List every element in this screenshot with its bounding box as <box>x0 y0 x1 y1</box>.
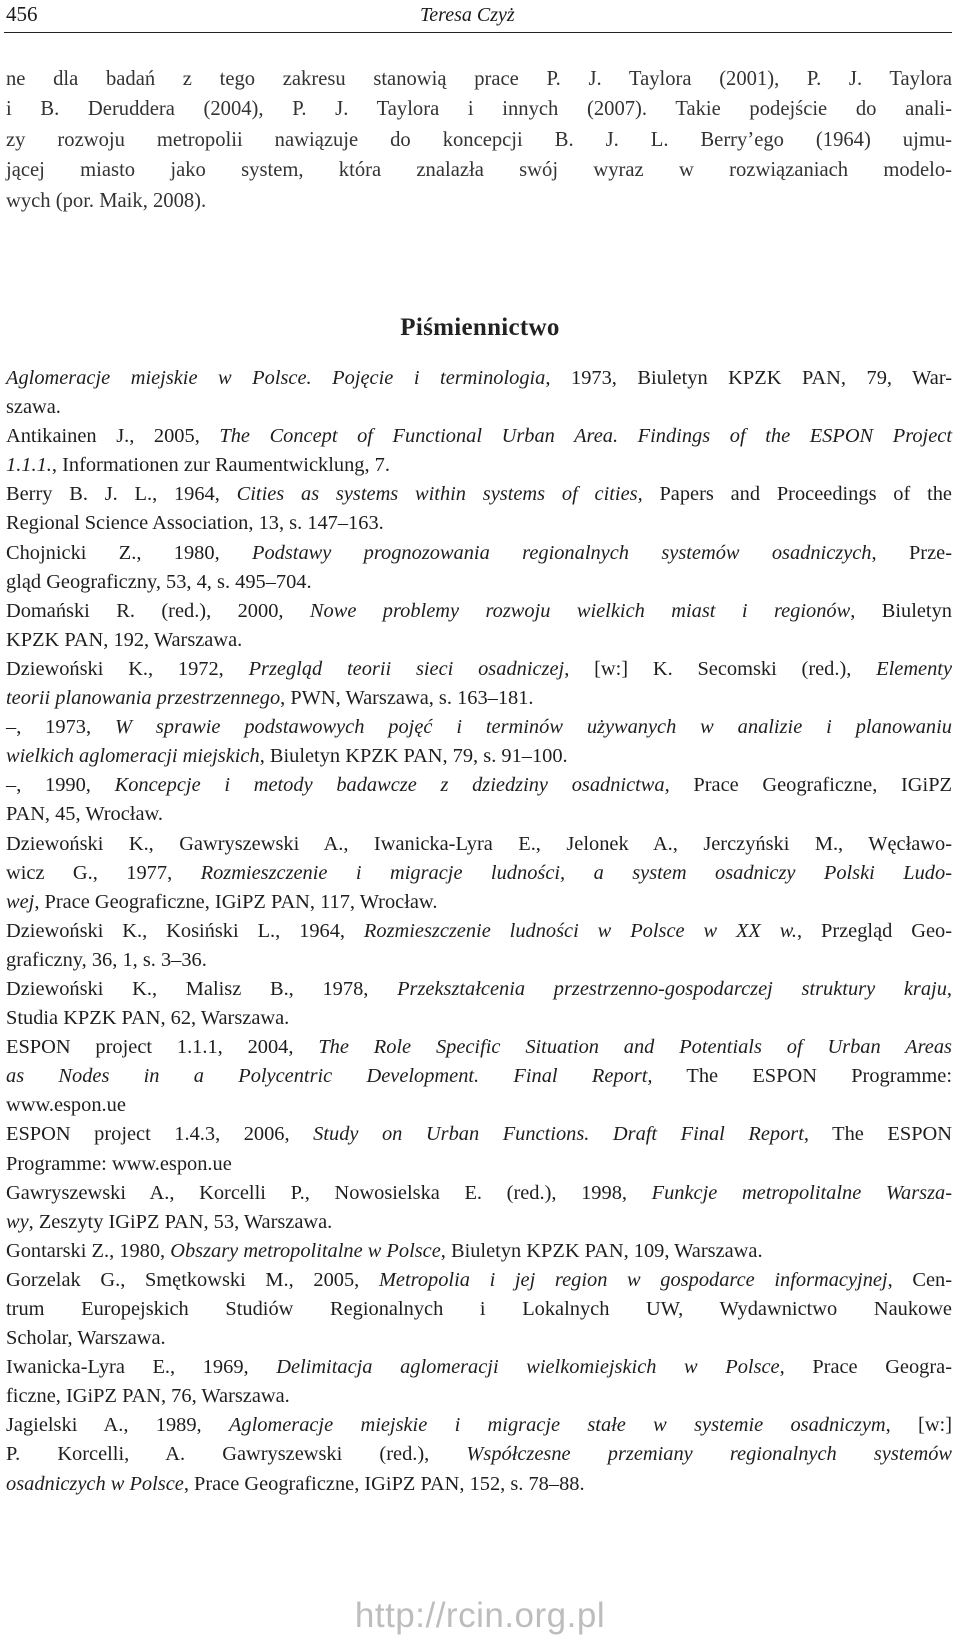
reference-text: Scholar, Warszawa. <box>6 1327 166 1350</box>
section-title: Piśmiennictwo <box>400 314 560 341</box>
reference-entry <box>6 713 952 771</box>
intro-line: jącej miasto jako system, która znalazła swój wyraz w rozwiązaniach modelo- <box>6 159 952 182</box>
reference-text: , Prace Geogra- <box>779 1356 953 1379</box>
reference-text: Iwanicka-Lyra E., 1969, <box>6 1356 277 1379</box>
reference-text: , <box>946 977 953 1000</box>
reference-title-text: wej <box>6 890 35 913</box>
reference-line <box>6 568 952 597</box>
reference-entry <box>6 539 952 597</box>
reference-line <box>6 1353 953 1382</box>
intro-line: ne dla badań z tego zakresu stanowią prace P. J. Taylora (2001), P. J. Taylora <box>6 68 952 90</box>
watermark: http://rcin.org.pl <box>354 1596 606 1635</box>
reference-title-text: Podstawy prognozowania regionalnych systemów osadniczych <box>252 541 872 564</box>
reference-text: www.espon.ue <box>6 1094 126 1117</box>
reference-text: KPZK PAN, 192, Warszawa. <box>6 628 243 651</box>
reference-title-text: teorii planowania przestrzennego <box>6 687 281 710</box>
reference-text: , Cen- <box>887 1268 952 1291</box>
reference-title-text: Delimitacja aglomeracji wielkomiejskich w Polsce <box>276 1356 780 1379</box>
reference-line <box>6 1440 952 1469</box>
reference-text: ESPON project 1.1.1, 2004, <box>6 1036 319 1059</box>
reference-entry <box>6 1033 952 1120</box>
reference-entry <box>6 1353 952 1411</box>
reference-line <box>6 1295 952 1324</box>
reference-text: The ESPON Programme: <box>652 1065 952 1088</box>
reference-line <box>6 539 952 568</box>
running-author: Teresa Czyż <box>420 4 515 26</box>
reference-line <box>6 364 952 393</box>
reference-title-text: Przegląd teorii sieci osadniczej <box>248 657 565 680</box>
reference-entry <box>6 917 952 975</box>
reference-title-text: Obszary metropolitalne w Polsce <box>170 1239 441 1262</box>
reference-text: Dziewoński K., Kosiński L., 1964, <box>6 919 364 942</box>
reference-line <box>6 1411 953 1440</box>
reference-text: wicz G., 1977, <box>6 861 201 884</box>
reference-line <box>6 771 952 800</box>
reference-line <box>6 1091 952 1120</box>
reference-title-text: 1.1.1. <box>6 454 52 477</box>
reference-line <box>6 1237 952 1266</box>
reference-entry <box>6 975 952 1033</box>
reference-entry <box>6 1179 952 1237</box>
intro-line: wych (por. Maik, 2008). <box>6 189 207 212</box>
reference-text: Regional Science Association, 13, s. 147–163. <box>6 512 384 535</box>
reference-line <box>6 655 953 684</box>
reference-text: szawa. <box>6 396 61 419</box>
reference-title-text: Rozmieszczenie i migracje ludności, a system osadniczy Polski Ludo- <box>200 861 952 884</box>
reference-text: Gontarski Z., 1980, <box>6 1239 171 1262</box>
reference-title-text: The Role Specific Situation and Potentials of Urban Areas <box>318 1036 952 1059</box>
reference-list <box>6 364 952 1499</box>
reference-line <box>6 1033 952 1062</box>
reference-line <box>6 859 952 888</box>
reference-title-text: Aglomeracje miejskie i migracje stałe w systemie osadniczym <box>228 1414 886 1437</box>
reference-title-text: Rozmieszczenie ludności w Polsce w XX w. <box>363 919 797 942</box>
reference-text: –, 1990, <box>6 774 115 797</box>
reference-title-text: osadniczych w Polsce <box>6 1472 184 1495</box>
reference-line <box>6 451 952 480</box>
reference-line <box>6 1004 952 1033</box>
reference-line <box>6 1470 952 1499</box>
reference-line <box>6 684 952 713</box>
reference-line <box>6 597 952 626</box>
reference-entry <box>6 597 952 655</box>
reference-entry <box>6 1120 952 1178</box>
reference-text: , [w:] K. Secomski (red.), <box>564 657 877 680</box>
reference-text: , Przegląd Geo- <box>796 919 952 942</box>
reference-text: Gorzelak G., Smętkowski M., 2005, <box>6 1268 379 1291</box>
reference-text: Domański R. (red.), 2000, <box>6 599 310 622</box>
reference-text: , The ESPON <box>803 1123 952 1146</box>
reference-line <box>6 830 952 859</box>
reference-line <box>6 917 952 946</box>
reference-text: Papers and Proceedings of the <box>642 483 952 506</box>
reference-text: Programme: www.espon.ue <box>6 1152 232 1175</box>
reference-line <box>6 1179 952 1208</box>
reference-text: –, 1973, <box>6 716 115 739</box>
reference-text: Jagielski A., 1989, <box>6 1414 229 1437</box>
reference-entry <box>6 771 952 829</box>
reference-title-text: wielkich aglomeracji miejskich <box>6 745 260 768</box>
reference-text: Berry B. J. L., 1964, <box>6 483 237 506</box>
reference-text: Gawryszewski A., Korcelli P., Nowosielska E. (red.), 1998, <box>6 1181 652 1204</box>
reference-line <box>6 1382 952 1411</box>
reference-line <box>6 509 952 538</box>
reference-title-text: Funkcje metropolitalne Warsza- <box>651 1181 952 1204</box>
reference-line <box>6 713 952 742</box>
reference-line <box>6 393 952 422</box>
reference-text: , Biuletyn <box>850 599 952 622</box>
intro-paragraph <box>6 64 952 216</box>
reference-title-text: wy <box>6 1210 29 1233</box>
reference-line <box>6 888 952 917</box>
reference-line <box>6 800 952 829</box>
reference-text: Dziewoński K., Gawryszewski A., Iwanicka-Lyra E., Jelonek A., Jerczyński M., Węcławo- <box>6 832 952 855</box>
reference-title-text: Przekształcenia przestrzenno-gospodarczej struktury kraju <box>397 977 947 1000</box>
reference-text: , Prace Geograficzne, IGiPZ <box>664 774 952 797</box>
reference-text: Dziewoński K., 1972, <box>6 657 249 680</box>
reference-text: P. Korcelli, A. Gawryszewski (red.), <box>6 1443 467 1466</box>
reference-line <box>6 1324 952 1353</box>
reference-text: , Zeszyty IGiPZ PAN, 53, Warszawa. <box>28 1210 333 1233</box>
reference-text: Chojnicki Z., 1980, <box>6 541 253 564</box>
reference-line <box>6 480 952 509</box>
reference-text: ESPON project 1.4.3, 2006, <box>6 1123 314 1146</box>
reference-line <box>6 1266 952 1295</box>
reference-line <box>6 1120 952 1149</box>
reference-text: graficzny, 36, 1, s. 3–36. <box>6 948 207 971</box>
reference-text: PAN, 45, Wrocław. <box>6 803 164 826</box>
reference-title-text: The Concept of Functional Urban Area. Findings of the ESPON Project <box>219 425 952 448</box>
reference-entry <box>6 1237 952 1266</box>
reference-title-text: Współczesne przemiany regionalnych systemów <box>466 1443 952 1466</box>
reference-line <box>6 946 952 975</box>
reference-text: trum Europejskich Studiów Regionalnych i Lokalnych UW, Wydawnictwo Naukowe <box>6 1298 952 1320</box>
reference-line <box>6 975 953 1004</box>
reference-title-text: Study on Urban Functions. Draft Final Report <box>313 1123 804 1146</box>
page-number: 456 <box>6 2 38 26</box>
reference-text: , Prze- <box>871 541 952 564</box>
reference-text: , Prace Geograficzne, IGiPZ PAN, 117, Wrocław. <box>34 890 438 913</box>
intro-line: zy rozwoju metropolii nawiązuje do koncepcji B. J. L. Berry’ego (1964) ujmu- <box>6 128 952 151</box>
reference-title-text: Koncepcje i metody badawcze z dziedziny osadnictwa <box>114 774 665 797</box>
reference-line <box>6 1208 952 1237</box>
reference-text: , Prace Geograficzne, IGiPZ PAN, 152, s. 78–88. <box>183 1472 585 1495</box>
running-header <box>4 0 952 33</box>
reference-text: , Informationen zur Raumentwicklung, 7. <box>51 454 390 477</box>
reference-entry <box>6 364 952 422</box>
reference-text: gląd Geograficzny, 53, 4, s. 495–704. <box>6 570 312 593</box>
reference-text: Dziewoński K., Malisz B., 1978, <box>6 977 398 1000</box>
reference-title-text: Elementy <box>876 657 953 680</box>
reference-title-text: as Nodes in a Polycentric Development. Final Report, <box>6 1065 653 1088</box>
reference-title-text: W sprawie podstawowych pojęć i terminów używanych w analizie i planowaniu <box>114 716 952 739</box>
reference-entry <box>6 830 952 917</box>
reference-text: , 1973, Biuletyn KPZK PAN, 79, War- <box>545 367 952 389</box>
reference-line <box>6 1150 952 1179</box>
reference-title-text: Aglomeracje miejskie w Polsce. Pojęcie i terminologia <box>6 367 546 389</box>
reference-title-text: Cities as systems within systems of cities, <box>236 483 643 506</box>
reference-entry <box>6 655 952 713</box>
reference-entry <box>6 1266 952 1353</box>
reference-line <box>6 422 952 451</box>
reference-entry <box>6 480 952 538</box>
reference-entry <box>6 1411 952 1498</box>
reference-title-text: Metropolia i jej region w gospodarce informacyjnej <box>378 1268 888 1291</box>
reference-text: ficzne, IGiPZ PAN, 76, Warszawa. <box>6 1385 290 1408</box>
reference-text: Studia KPZK PAN, 62, Warszawa. <box>6 1007 290 1030</box>
reference-entry <box>6 422 952 480</box>
reference-line <box>6 626 952 655</box>
reference-line <box>6 742 952 771</box>
reference-text: , Biuletyn KPZK PAN, 109, Warszawa. <box>440 1239 763 1262</box>
intro-line: i B. Deruddera (2004), P. J. Taylora i innych (2007). Takie podejście do anali- <box>6 98 952 121</box>
reference-title-text: Nowe problemy rozwoju wielkich miast i regionów <box>309 599 851 622</box>
reference-text: , [w:] <box>885 1414 953 1437</box>
reference-text: , Biuletyn KPZK PAN, 79, s. 91–100. <box>259 745 568 768</box>
reference-text: Antikainen J., 2005, <box>6 425 220 448</box>
reference-text: , PWN, Warszawa, s. 163–181. <box>280 687 534 710</box>
reference-line <box>6 1062 952 1091</box>
